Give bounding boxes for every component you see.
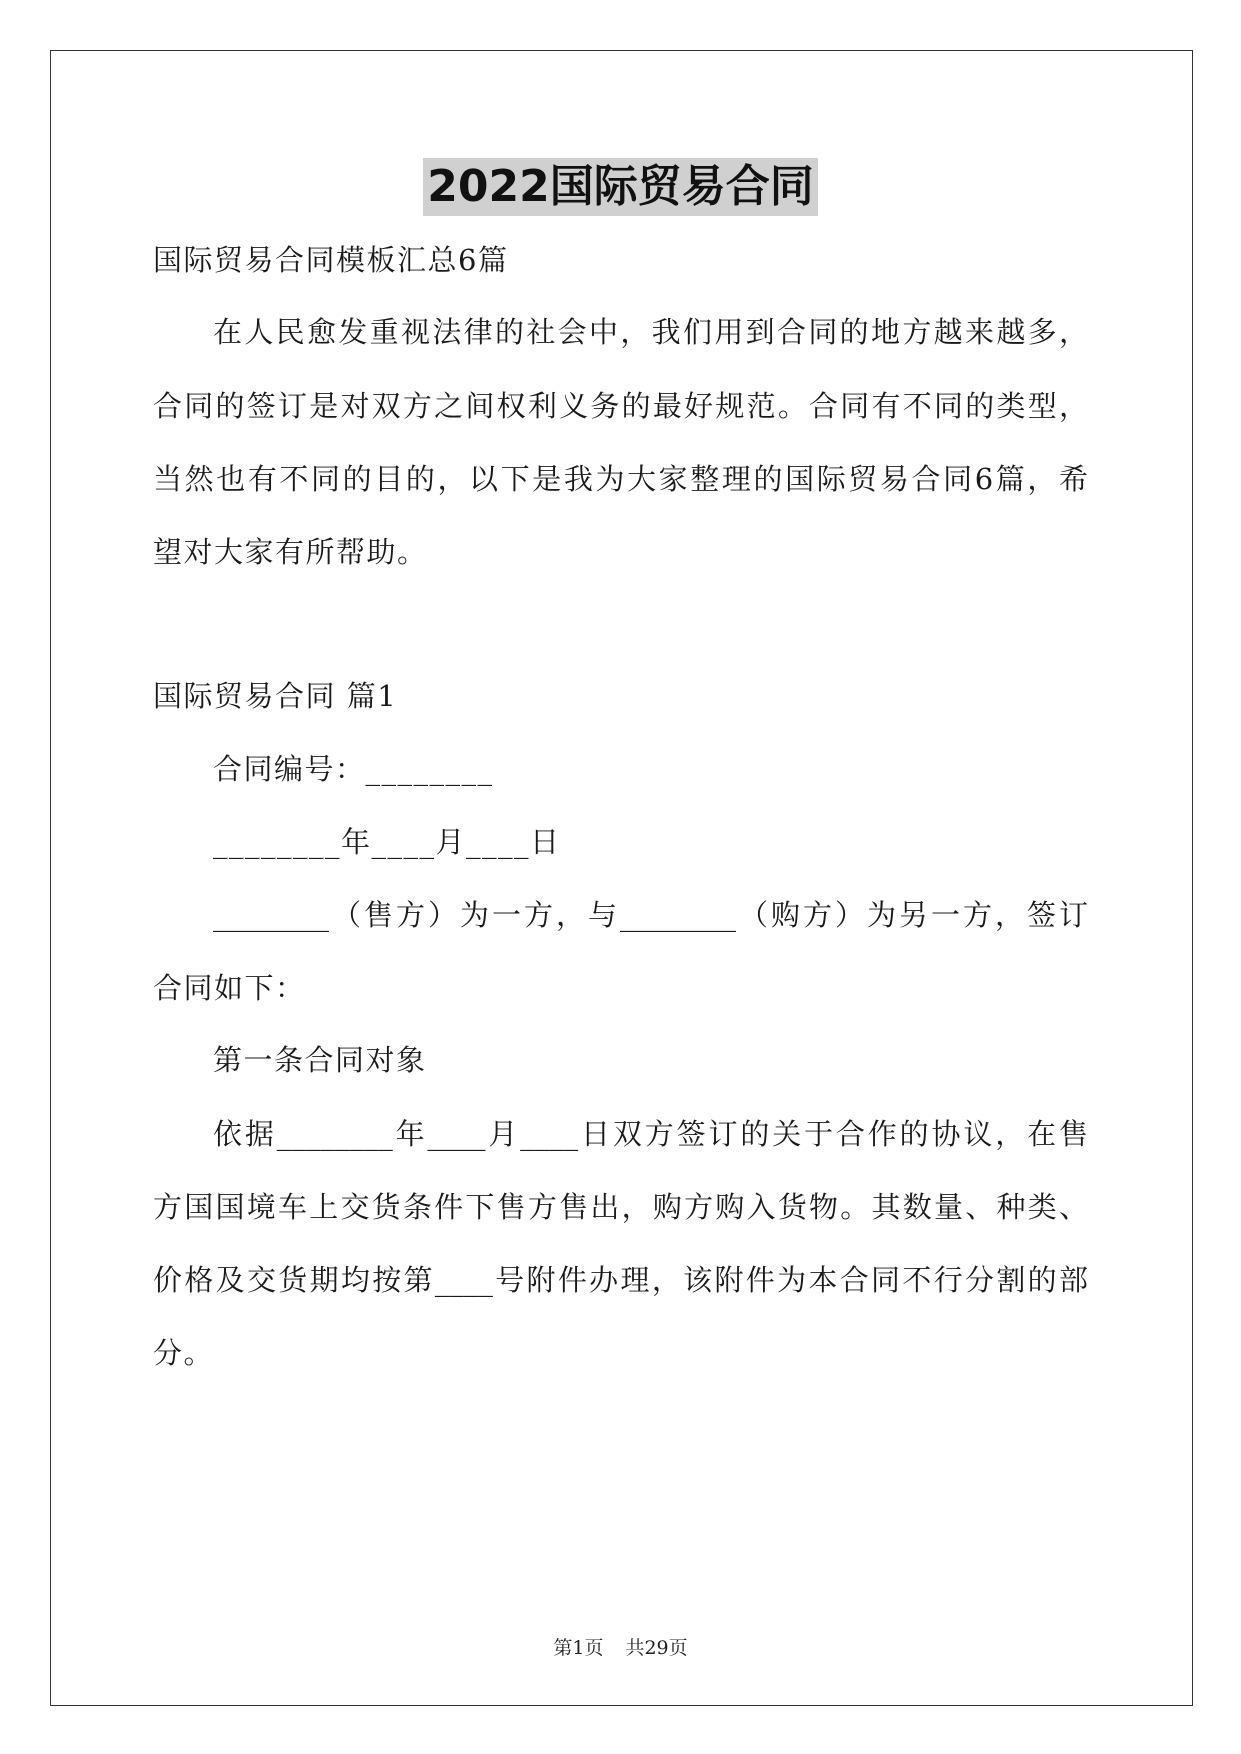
intro-line: 在人民愈发重视法律的社会中，我们用到合同的地方越来越多， (213, 315, 1088, 349)
article-body-line: 方国国境车上交货条件下售方售出，购方购入货物。其数量、种类、 (153, 1190, 1088, 1224)
page-border (50, 50, 1193, 1706)
section-heading: 国际贸易合同 篇1 (153, 679, 398, 713)
date-line: ________年____月____日 (213, 825, 561, 859)
page-footer (0, 1633, 1241, 1660)
contract-number: 合同编号：________ (213, 752, 494, 786)
intro-line: 合同的签订是对双方之间权利义务的最好规范。合同有不同的类型， (153, 389, 1088, 423)
document-subtitle: 国际贸易合同模板汇总6篇 (153, 243, 509, 277)
article-body-line: 依据________年____月____日双方签订的关于合作的协议，在售 (213, 1117, 1088, 1151)
intro-line: 望对大家有所帮助。 (153, 535, 428, 569)
intro-line: 当然也有不同的目的，以下是我为大家整理的国际贸易合同6篇，希 (153, 462, 1088, 496)
article-heading: 第一条合同对象 (213, 1043, 427, 1077)
document-title: 2022国际贸易合同 (423, 158, 817, 216)
article-body-line: 分。 (153, 1336, 215, 1370)
title-container (0, 158, 1241, 216)
page-number-total: 共29页 (625, 1637, 688, 1659)
page-number-current: 第1页 (553, 1637, 604, 1659)
parties-line: 合同如下： (153, 971, 306, 1005)
article-body-line: 价格及交货期均按第____号附件办理，该附件为本合同不行分割的部 (153, 1263, 1088, 1297)
parties-line: ________（售方）为一方，与________（购方）为另一方，签订 (213, 898, 1088, 932)
